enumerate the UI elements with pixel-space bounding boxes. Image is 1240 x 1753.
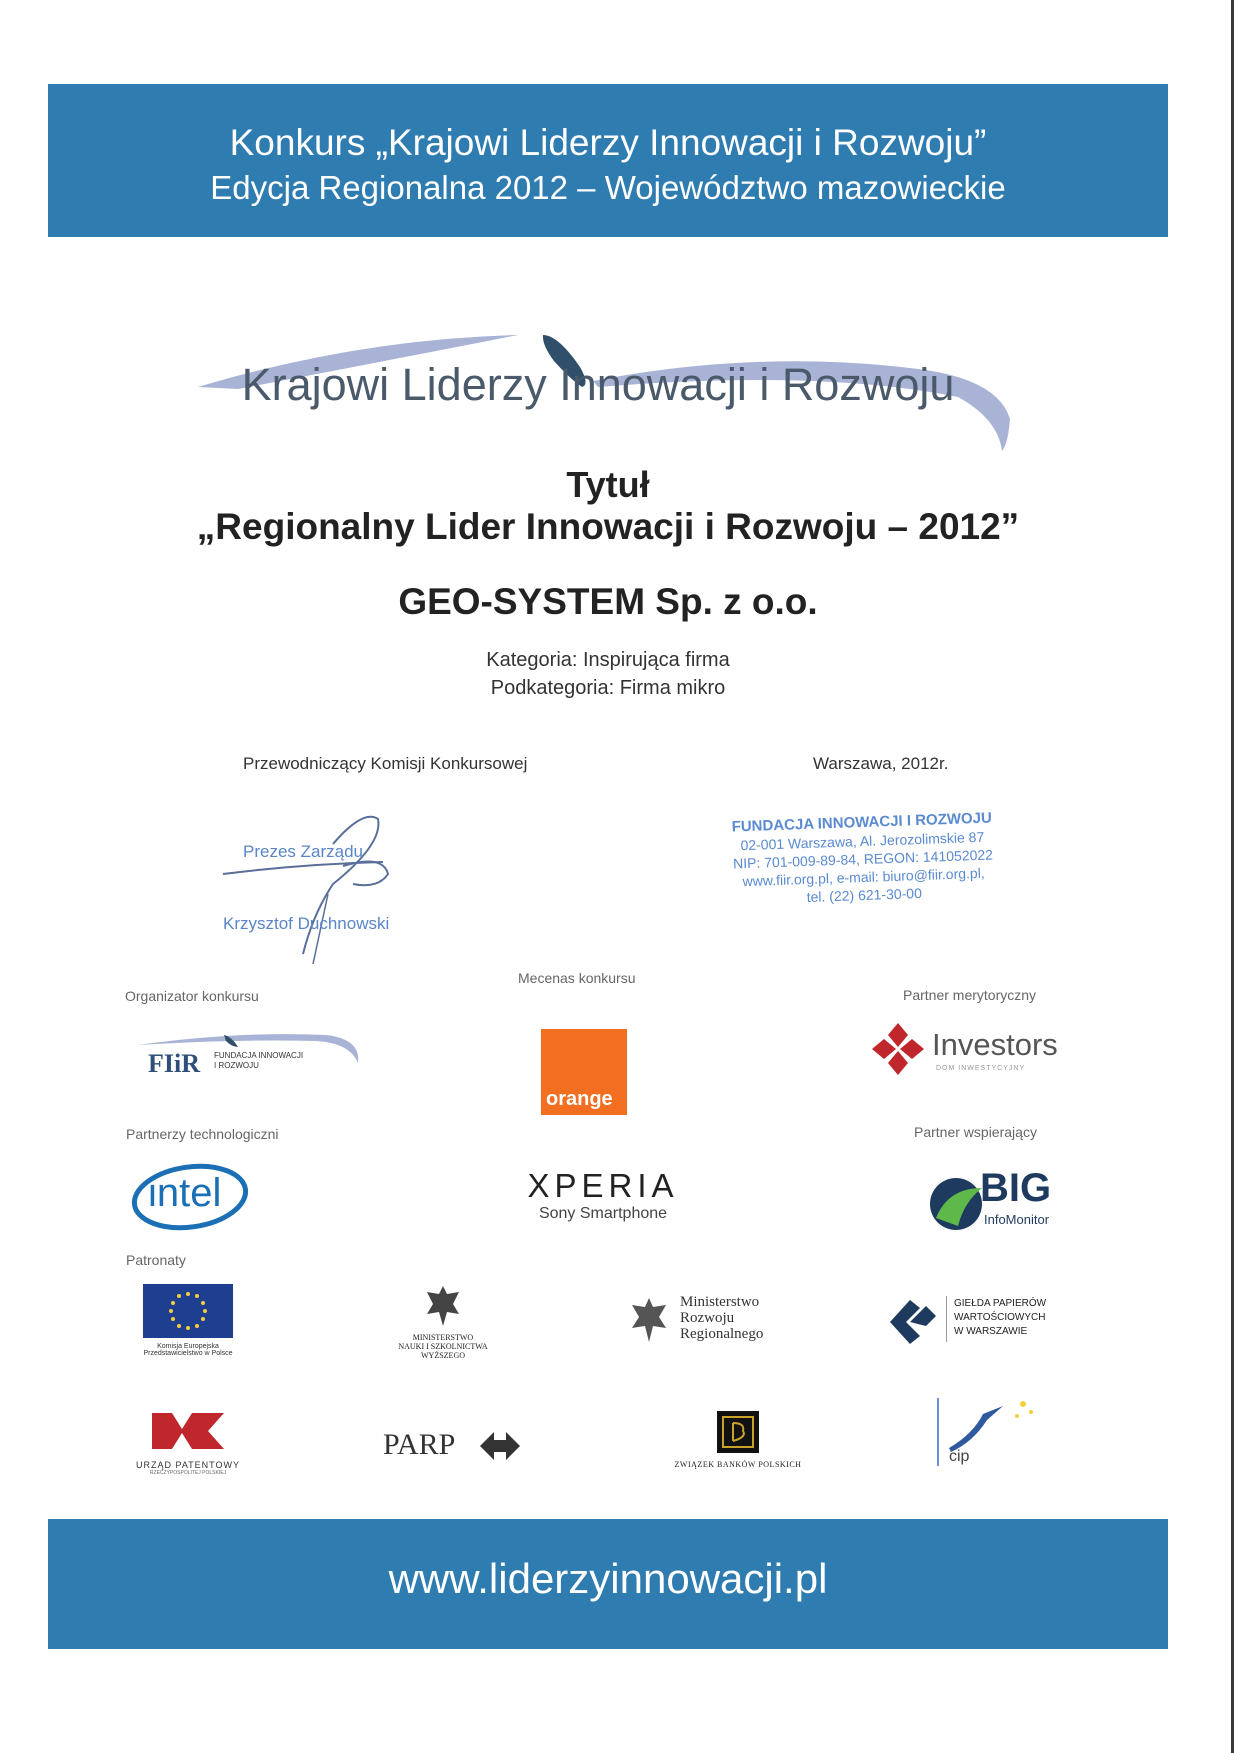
mnisw-line-2: NAUKI I SZKOLNICTWA — [398, 1342, 488, 1351]
handwritten-signature — [213, 804, 493, 964]
chair-label: Przewodniczący Komisji Konkursowej — [243, 754, 528, 773]
mrr-line-2: Rozwoju — [680, 1310, 735, 1326]
signature-name: Krzysztof Duchnowski — [223, 914, 390, 933]
place-date: Warszawa, 2012r. — [813, 754, 949, 773]
footer-url[interactable]: www.liderzyinnowacji.pl — [388, 1555, 828, 1602]
stamp-web: www.fiir.org.pl, e-mail: biuro@fiir.org.pl, — [742, 864, 985, 890]
investors-sub: DOM INWESTYCYJNY — [936, 1065, 1026, 1072]
fiir-mark: FIiR — [148, 1049, 200, 1078]
big-logo — [928, 1166, 1068, 1232]
intel-wordmark: intel — [148, 1171, 222, 1215]
big-name: BIG — [980, 1166, 1052, 1210]
parp-arrows-icon — [478, 1424, 522, 1468]
stamp-org: FUNDACJA INNOWACJI I ROZWOJU — [731, 809, 993, 836]
footer-band — [48, 1519, 1168, 1649]
mnisw-logo — [378, 1284, 508, 1374]
xperia-sub: Sony Smartphone — [538, 1205, 668, 1222]
subcategory: Podkategoria: Firma mikro — [490, 677, 726, 699]
gpw-line-2: WARTOŚCIOWYCH — [954, 1312, 1046, 1323]
certificate — [48, 84, 1168, 1649]
gpw-line-3: W WARSZAWIE — [954, 1326, 1028, 1337]
parp-logo — [383, 1424, 543, 1474]
mnisw-line-1: MINISTERSTWO — [412, 1333, 474, 1342]
cip-skier-icon — [943, 1394, 1043, 1454]
uprp-line-1: URZĄD PATENTOWY — [135, 1460, 240, 1470]
big-sub: InfoMonitor — [984, 1212, 1050, 1227]
content-partner-label: Partner merytoryczny — [903, 987, 1037, 1003]
header-line-2: Edycja Regionalna 2012 – Województwo mazowieckie — [210, 169, 1006, 206]
big-icon — [928, 1174, 988, 1234]
investors-icon — [870, 1021, 926, 1077]
category: Kategoria: Inspirująca firma — [486, 649, 730, 671]
mrr-line-1: Ministerstwo — [680, 1294, 760, 1310]
mrr-line-3: Regionalnego — [680, 1326, 764, 1342]
scan-edge — [1231, 0, 1234, 1753]
zbp-name: ZWIĄZEK BANKÓW POLSKICH — [674, 1460, 802, 1469]
fiir-text-2: I ROZWOJU — [214, 1061, 259, 1070]
ec-line-2: Przedstawicielstwo w Polsce — [143, 1350, 233, 1357]
fiir-text-1: FUNDACJA INNOWACJI — [214, 1051, 304, 1060]
signature-role: Prezes Zarządu — [243, 842, 363, 861]
xperia-logo — [478, 1167, 728, 1237]
gpw-logo — [886, 1294, 1076, 1350]
uprp-icon — [148, 1409, 228, 1455]
orange-wordmark: orange — [546, 1088, 613, 1110]
eagle-emblem-icon — [628, 1296, 670, 1344]
gpw-icon — [886, 1296, 940, 1346]
orange-logo — [541, 1029, 627, 1115]
cip-logo — [933, 1394, 1043, 1472]
cip-wordmark: cip — [949, 1448, 970, 1465]
stamp-ids: NIP: 701-009-89-84, REGON: 141052022 — [732, 846, 994, 872]
ec-line-1: Komisja Europejska — [157, 1343, 219, 1350]
eu-flag-icon — [143, 1284, 233, 1338]
ec-logo — [138, 1284, 238, 1374]
mrr-logo — [628, 1294, 798, 1354]
header-band — [48, 84, 1168, 237]
tech-partners-label: Partnerzy technologiczni — [126, 1126, 279, 1142]
fiir-logo — [136, 1029, 376, 1079]
patronages-label: Patronaty — [126, 1252, 186, 1268]
parp-wordmark: PARP — [383, 1428, 456, 1461]
award-heading: Tytuł — [566, 464, 650, 505]
eagle-emblem-icon — [423, 1284, 463, 1328]
company-name: GEO-SYSTEM Sp. z o.o. — [398, 581, 818, 622]
stamp-address: 02-001 Warszawa, Al. Jerozolimskie 87 — [740, 828, 985, 854]
zbp-emblem-icon — [715, 1409, 761, 1455]
uprp-logo — [123, 1409, 253, 1479]
investors-name: Investors — [932, 1027, 1058, 1062]
xperia-name: XPERIA — [527, 1167, 679, 1204]
header-line-1: Konkurs „Krajowi Liderzy Innowacji i Rozwoju” — [229, 122, 987, 163]
mnisw-line-3: WYŻSZEGO — [421, 1351, 465, 1360]
zbp-logo — [658, 1409, 818, 1479]
award-title: „Regionalny Lider Innowacji i Rozwoju – 2012” — [196, 506, 1020, 547]
support-partner-label: Partner wspierający — [914, 1124, 1037, 1140]
stamp — [707, 809, 1020, 910]
signature-block — [213, 804, 493, 964]
uprp-line-2: RZECZYPOSPOLITEJ POLSKIEJ — [149, 1470, 227, 1476]
patron-label: Mecenas konkursu — [518, 970, 636, 986]
gpw-line-1: GIEŁDA PAPIERÓW — [954, 1298, 1047, 1309]
investors-logo — [870, 1021, 1070, 1081]
intel-logo — [130, 1159, 250, 1235]
brand-title: Krajowi Liderzy Innowacji i Rozwoju — [241, 359, 955, 410]
organizer-label: Organizator konkursu — [125, 988, 259, 1004]
stamp-tel: tel. (22) 621-30-00 — [806, 884, 923, 905]
